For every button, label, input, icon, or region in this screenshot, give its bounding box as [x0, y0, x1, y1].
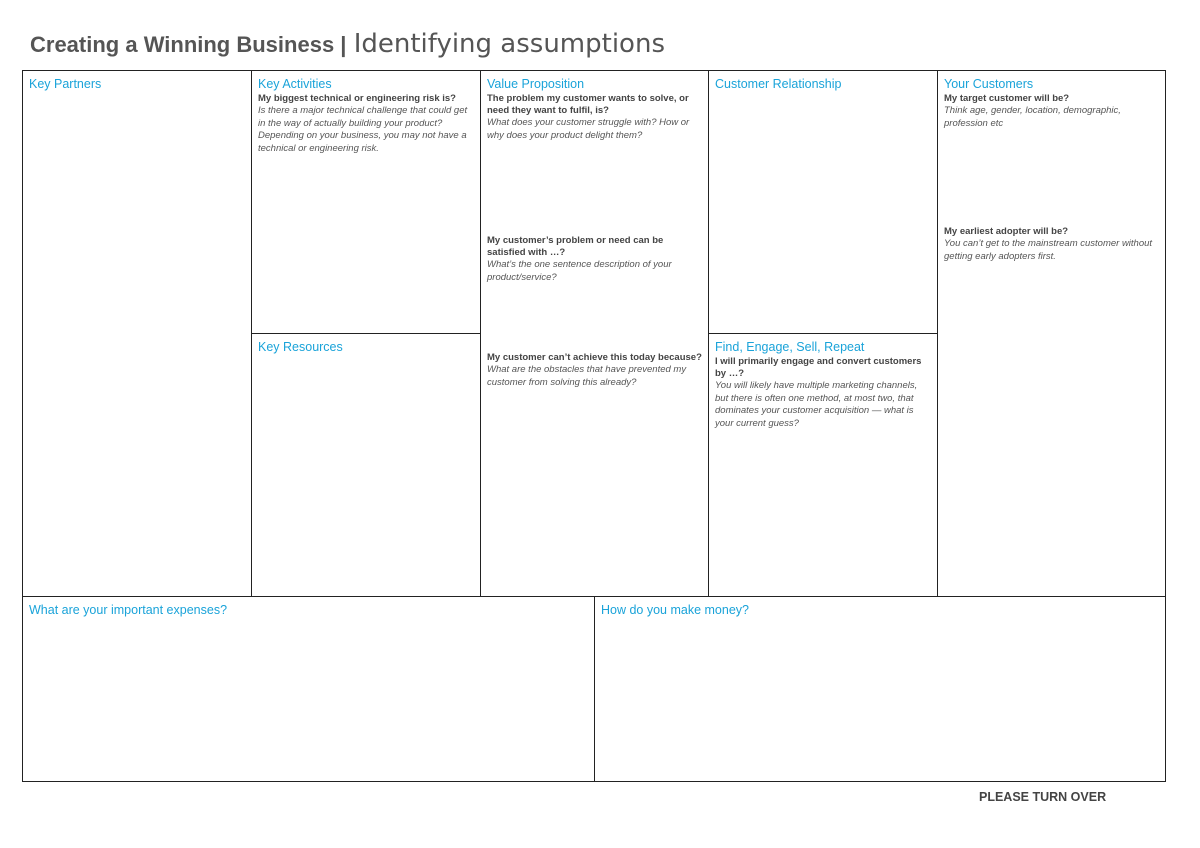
- business-canvas: [22, 70, 1166, 782]
- your-customers-hint-1: Think age, gender, location, demographic, profession etc: [944, 105, 1121, 129]
- your-customers-block-2: [944, 226, 1159, 263]
- please-turn-over: PLEASE TURN OVER: [979, 790, 1107, 804]
- value-proposition-question-1: The problem my customer wants to solve, or need they want to fulfil, is?: [487, 93, 689, 116]
- your-customers-heading: Your Customers: [944, 77, 1034, 91]
- value-proposition-question-2: My customer’s problem or need can be satisfied with …?: [487, 235, 664, 258]
- key-activities-cell[interactable]: [252, 71, 480, 333]
- your-customers-hint-2: You can’t get to the mainstream customer without getting early adopters first.: [944, 238, 1153, 262]
- value-proposition-question-3: My customer can’t achieve this today because?: [487, 352, 702, 363]
- value-proposition-hint-2: What’s the one sentence description of your product/service?: [487, 259, 672, 283]
- value-proposition-heading: Value Proposition: [487, 77, 585, 91]
- your-customers-question-2: My earliest adopter will be?: [944, 226, 1069, 237]
- revenue-cell[interactable]: [595, 597, 1165, 782]
- your-customers-question-1: My target customer will be?: [944, 93, 1070, 104]
- expenses-heading: What are your important expenses?: [29, 603, 228, 617]
- title-light: Identifying assumptions: [353, 29, 665, 59]
- value-proposition-block-2: [487, 235, 702, 284]
- key-activities-question: My biggest technical or engineering risk is?: [258, 93, 456, 104]
- key-resources-cell[interactable]: [252, 334, 480, 596]
- find-engage-cell[interactable]: [709, 334, 937, 596]
- expenses-cell[interactable]: [23, 597, 594, 782]
- key-activities-hint: Is there a major technical challenge that could get in the way of actually building your product? Depending on your business, you may not have a technical or engineering risk.: [258, 105, 468, 154]
- key-partners-cell[interactable]: [23, 71, 251, 596]
- find-engage-hint: You will likely have multiple marketing channels, but there is often one method, at most two, that dominates your customer acquisition — what is your current guess?: [715, 380, 918, 429]
- your-customers-cell[interactable]: [938, 71, 1165, 596]
- value-proposition-cell[interactable]: [481, 71, 708, 596]
- revenue-heading: How do you make money?: [601, 603, 749, 617]
- key-resources-heading: Key Resources: [258, 340, 343, 354]
- page-title: [30, 28, 665, 59]
- value-proposition-block-3: [487, 352, 702, 389]
- title-bold: Creating a Winning Business |: [30, 32, 347, 57]
- customer-relationship-heading: Customer Relationship: [715, 77, 842, 91]
- value-proposition-hint-3: What are the obstacles that have prevented my customer from solving this already?: [487, 364, 687, 388]
- customer-relationship-cell[interactable]: [709, 71, 937, 333]
- key-activities-heading: Key Activities: [258, 77, 332, 91]
- key-partners-heading: Key Partners: [29, 77, 102, 91]
- find-engage-heading: Find, Engage, Sell, Repeat: [715, 340, 865, 354]
- value-proposition-hint-1: What does your customer struggle with? How or why does your product delight them?: [487, 117, 690, 141]
- find-engage-question: I will primarily engage and convert customers by …?: [715, 356, 922, 379]
